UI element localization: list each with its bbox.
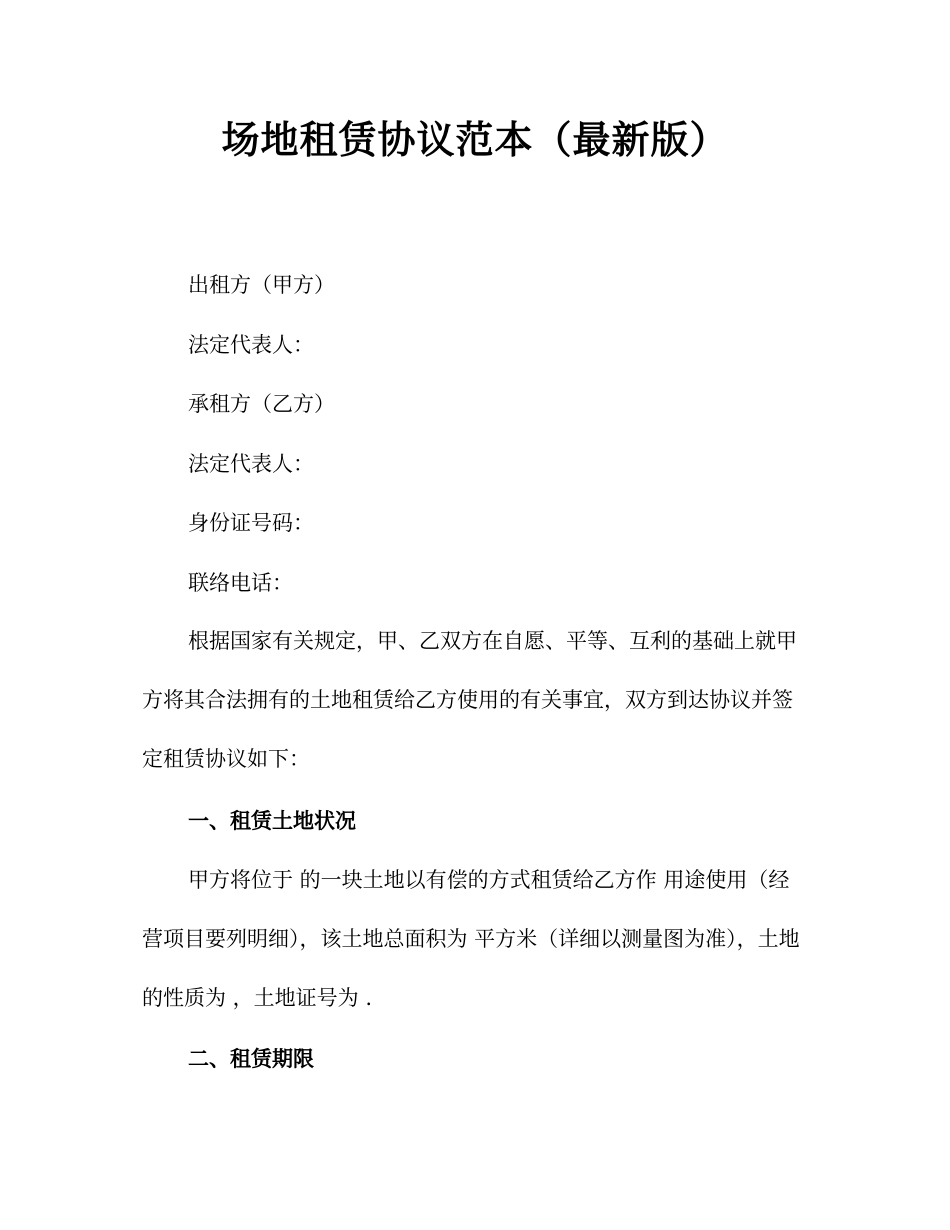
lessor-label: 出租方（甲方） [188,273,335,297]
lessee-label: 承租方（乙方） [188,392,335,416]
lessor-representative-label: 法定代表人： [188,333,314,357]
lessee-representative-label: 法定代表人： [188,452,314,476]
phone-label: 联络电话： [188,571,293,595]
id-number-label: 身份证号码： [188,511,314,535]
document-title: 场地租赁协议范本（最新版） [221,117,729,162]
preamble-paragraph: 根据国家有关规定，甲、乙双方在自愿、平等、互利的基础上就甲方将其合法拥有的土地租赁给乙方使用的有关事宜，双方到达协议并签定租赁协议如下： [142,629,797,771]
section-heading-lease-term: 二、租赁期限 [188,1046,314,1071]
section-body-land-status: 甲方将位于 的一块土地以有偿的方式租赁给乙方作 用途使用（经营项目要列明细），该土地总面积为 平方米（详细以测量图为准），土地的性质为 ，土地证号为 . [142,868,800,1010]
section-heading-land-status: 一、租赁土地状况 [188,808,356,833]
